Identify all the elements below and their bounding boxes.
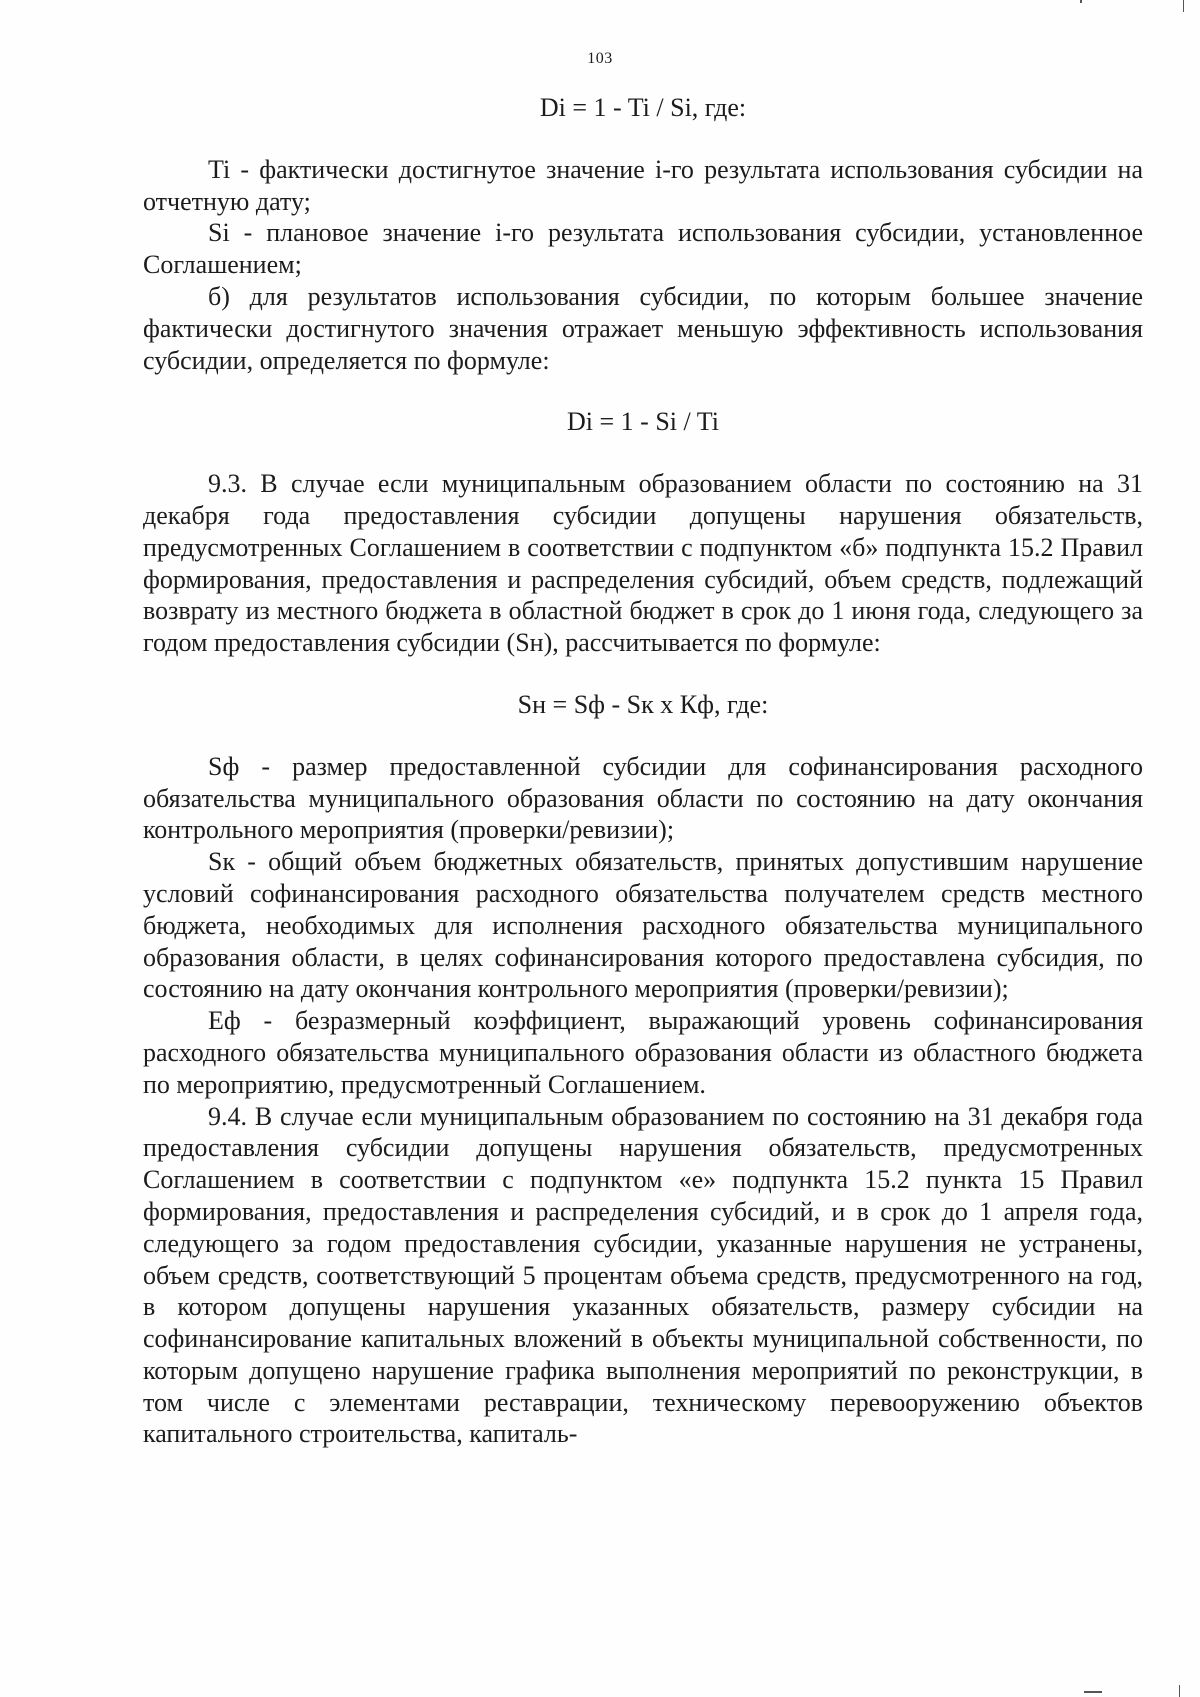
definition-ti: Ti - фактически достигнутое значение i-го результата использования субсидии на отчетную дату; <box>143 154 1143 216</box>
scan-edge-mark <box>1084 1691 1102 1693</box>
definition-si: Si - плановое значение i-го результата использования субсидии, установленное Соглашением; <box>143 218 1143 280</box>
definition-ef: Еф - безразмерный коэффициент, выражающий уровень софинансирования расходного обязательства муниципального образования области из областного бюджета по мероприятию, предусмотренный Соглашением. <box>143 1006 1143 1099</box>
document-body <box>143 92 1143 1450</box>
formula-di-ti-si: Di = 1 - Ti / Si, где: <box>539 93 747 122</box>
clause-b: б) для результатов использования субсидии, по которым большее значение фактически достигнутого значения отражает меньшую эффективность использования субсидии, определяется по формуле: <box>143 281 1143 375</box>
scan-edge-mark <box>1080 0 1082 3</box>
scan-edge-mark <box>1183 0 1184 12</box>
page-number: 103 <box>587 50 613 67</box>
clause-9-3: 9.3. В случае если муниципальным образованием области по состоянию на 31 декабря года предоставления субсидии допущены нарушения обязательств, предусмотренных Соглашением в соответствии с подпунктом «б» подпункта 15.2 Правил формирования, предоставления и распределения субсидий, объем средств, подлежащий возврату из местного бюджета в областной бюджет в срок до 1 июня года, следующего за годом предоставления субсидии (Sн), рассчитывается по формуле: <box>143 469 1143 658</box>
clause-9-4: 9.4. В случае если муниципальным образованием по состоянию на 31 декабря года предоставления субсидии допущены нарушения обязательств, предусмотренных Соглашением в соответствии с подпунктом «е» подпункта 15.2 пункта 15 Правил формирования, предоставления и распределения субсидий, и в срок до 1 апреля года, следующего за годом предоставления субсидии, указанные нарушения не устранены, объем средств, соответствующий 5 процентам объема средств, предусмотренного на год, в котором допущены нарушения указанных обязательств, размеру субсидии на софинансирование капитальных вложений в объекты муниципальной собственности, по которым допущено нарушение графика выполнения мероприятий по реконструкции, в том числе с элементами реставрации, техническому перевооружению объектов капитального строительства, капиталь- <box>143 1101 1143 1449</box>
formula-sn: Sн = Sф - Sк х Кф, где: <box>517 689 769 719</box>
formula-di-si-ti: Di = 1 - Si / Ti <box>567 407 719 437</box>
definition-sk: Sк - общий объем бюджетных обязательств, принятых допустившим нарушение условий софинансирования расходного обязательства получателем средств местного бюджета, необходимых для исполнения расходного обязательства муниципального образования области, в целях софинансирования которого предоставлена субсидия, по состоянию на дату окончания контрольного мероприятия (проверки/ревизии); <box>143 847 1143 1004</box>
scan-edge-mark <box>1179 1685 1180 1697</box>
definition-sf: Sф - размер предоставленной субсидии для софинансирования расходного обязательства муниципального образования области по состоянию на дату окончания контрольного мероприятия (проверки/ревизии); <box>143 751 1143 845</box>
